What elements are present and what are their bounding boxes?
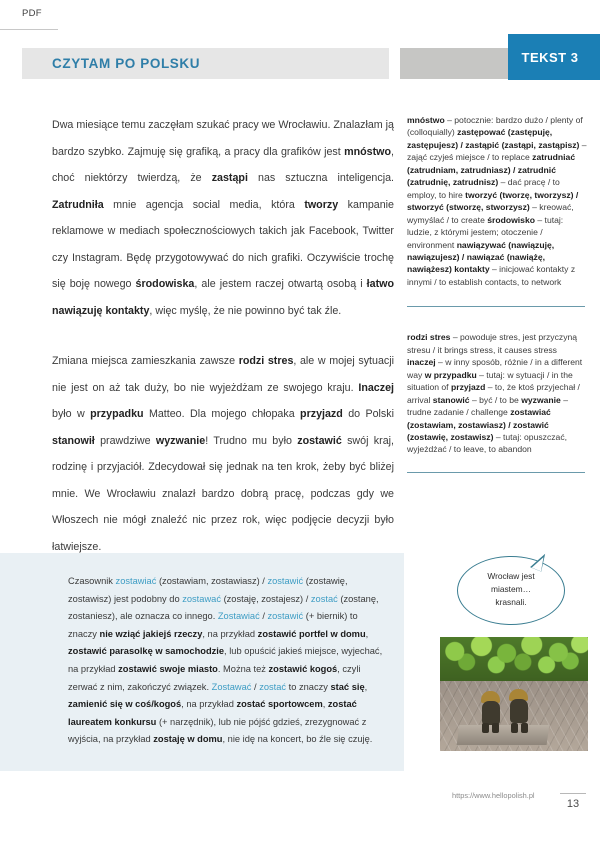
- vocabulary-definition: – tutaj: opuszczać, wyjeżdżać / to leave, to abandon: [407, 431, 568, 455]
- page-header: [0, 0, 600, 100]
- gnome-leg: [482, 723, 489, 733]
- gnome-figure: [506, 687, 534, 729]
- photo-hedge: [440, 637, 588, 685]
- page-number: 13: [566, 798, 580, 810]
- vocabulary-term: mnóstwo: [407, 115, 445, 125]
- text-number-label: TEKST 3: [521, 49, 579, 65]
- vocabulary-term: tworzyć (tworzę, tworzysz) / stworzyć (stworzę, stworzysz): [407, 189, 579, 213]
- vocabulary-definition: – dać pracę / to employ, to hire: [407, 177, 560, 200]
- gnome-leg: [511, 723, 518, 733]
- speech-bubble-text: [457, 570, 565, 609]
- vocabulary-term: środowisko: [487, 214, 535, 225]
- gnome-body: [510, 699, 528, 723]
- vocabulary-definition: – kreować, wymyślać / to create: [407, 202, 574, 225]
- gnome-leg: [521, 723, 528, 733]
- grammar-note-box: [0, 553, 404, 771]
- gnome-leg: [492, 723, 499, 733]
- pdf-tab-label: PDF: [22, 8, 42, 19]
- vocabulary-block: [407, 114, 587, 288]
- speech-bubble-line-3: krasnali.: [495, 597, 527, 607]
- vocabulary-block: [407, 331, 587, 456]
- footer-url: https://www.hellopolish.pl: [452, 791, 535, 800]
- vocabulary-definition: – inicjować kontakty z innymi / to establish contacts, to network: [407, 264, 576, 287]
- vocabulary-term: przyjazd: [450, 382, 486, 393]
- gnome-body: [482, 701, 500, 725]
- vocabulary-term: wyzwanie: [521, 394, 561, 405]
- footer-divider: [560, 793, 586, 794]
- vocabulary-definition: – potocznie: bardzo dużo / plenty of (colloquially): [407, 115, 583, 138]
- vocabulary-term: zostawiać (zostawiam, zostawiasz) / zostawić (zostawię, zostawisz): [407, 407, 551, 442]
- page-title: CZYTAM PO POLSKU: [52, 56, 201, 71]
- reading-passage: [52, 112, 394, 584]
- vocabulary-column: [407, 114, 587, 473]
- vocabulary-term: rodzi stres: [407, 332, 451, 343]
- gnome-statue-photo: [440, 637, 588, 751]
- vocabulary-term: zastępować (zastępuję, zastępujesz) / zastąpić (zastąpi, zastąpisz): [407, 127, 580, 150]
- vocabulary-definition: – tutaj: w sytuacji / in the situation of: [407, 369, 573, 393]
- reading-paragraph: Dwa miesiące temu zaczęłam szukać pracy we Wrocławiu. Znalazłam ją bardzo szybko. Zajmuję się grafiką, a pracy dla grafików jest mnóstwo, choć niektórzy twierdzą, że zastąpi nas sztuczna inteligencja. Zatrudniła mnie agencja social media, która tworzy kampanie reklamowe w mediach społecznościowych takich jak Facebook, Twitter czy Instagram. Będę przygotowywać do nich grafiki. Oczywiście trochę się boję nowego środowiska, ale jestem raczej otwartą osobą i łatwo nawiązuję kontakty, więc myślę, że nie powinno być tak źle.: [52, 119, 394, 317]
- vocabulary-divider: [407, 472, 585, 473]
- grammar-note-text: Czasownik zostawiać (zostawiam, zostawiasz) / zostawić (zostawię, zostawisz) jest podobny do zostawać (zostaję, zostajesz) / zostać (zostanę, zostaniesz), ale oznacza co innego. Zostawiać / zostawić (+ biernik) to znaczy nie wziąć jakiejś rzeczy, na przykład zostawić portfel w domu, zostawić parasolkę w samochodzie, lub opuścić jakieś miejsce, wyjechać, na przykład zostawić swoje miasto. Można też zostawić kogoś, czyli zerwać z nim, zakończyć związek. Zostawać / zostać to znaczy stać się, zamienić się w coś/kogoś, na przykład zostać sportowcem, zostać laureatem konkursu (+ narzędnik), lub nie pójść gdzieś, zrezygnować z wyjścia, na przykład zostaję w domu, nie idę na koncert, bo źle się czuję.: [68, 576, 383, 745]
- vocabulary-definition: – w inny sposób, różnie / in a different way: [407, 357, 583, 380]
- vocabulary-definition: – trudne zadanie / challenge: [407, 394, 569, 418]
- vocabulary-term: nawiązywać (nawiązuję, nawiązujesz) / nawiązać (nawiążę, nawiążesz) kontakty: [407, 239, 555, 275]
- vocabulary-definition: – powoduje stres, jest przyczyną stresu / it brings stress, it causes stress: [407, 332, 578, 355]
- vocabulary-entry: [407, 332, 577, 354]
- vocabulary-definition: – być / to be: [469, 394, 519, 405]
- vocabulary-definition: – zająć czyjeś miejsce / to replace: [407, 139, 587, 163]
- vocabulary-term: stanowić: [432, 394, 470, 405]
- speech-bubble-line-2: miastem…: [490, 584, 532, 594]
- vocabulary-term: w przypadku: [424, 369, 477, 380]
- vocabulary-definition: – tutaj: ludzie, z którymi jestem; otoczenie / environment: [407, 214, 564, 250]
- text-number-tab: [508, 34, 600, 80]
- vocabulary-term: inaczej: [407, 357, 436, 368]
- vocabulary-divider: [407, 306, 585, 307]
- reading-paragraph: Zmiana miejsca zamieszkania zawsze rodzi stres, ale w mojej sytuacji nie jest on aż tak duży, bo nie wyjeżdżam ze swojego kraju. Inaczej było w przypadku Matteo. Dla mojego chłopaka przyjazd do Polski stanowił prawdziwe wyzwanie! Trudno mu było zostawić swój kraj, rodzinę i przyjaciół. Zdecydował się jednak na ten krok, żeby być bliżej mnie. We Wrocławiu znalazł bardzo dobrą pracę, podczas gdy we Włoszech nie mógł znaleźć nic przez rok, więc podjęcie decyzji było łatwiejsze.: [52, 355, 394, 553]
- vocabulary-term: zatrudniać (zatrudniam, zatrudniasz) / zatrudnić (zatrudnię, zatrudnisz): [407, 152, 576, 188]
- vocabulary-definition: – to, że ktoś przyjechał / arrival: [407, 382, 580, 405]
- vocabulary-entry: [433, 395, 519, 405]
- speech-bubble-line-1: Wrocław jest: [487, 571, 535, 581]
- gnome-figure: [478, 689, 504, 729]
